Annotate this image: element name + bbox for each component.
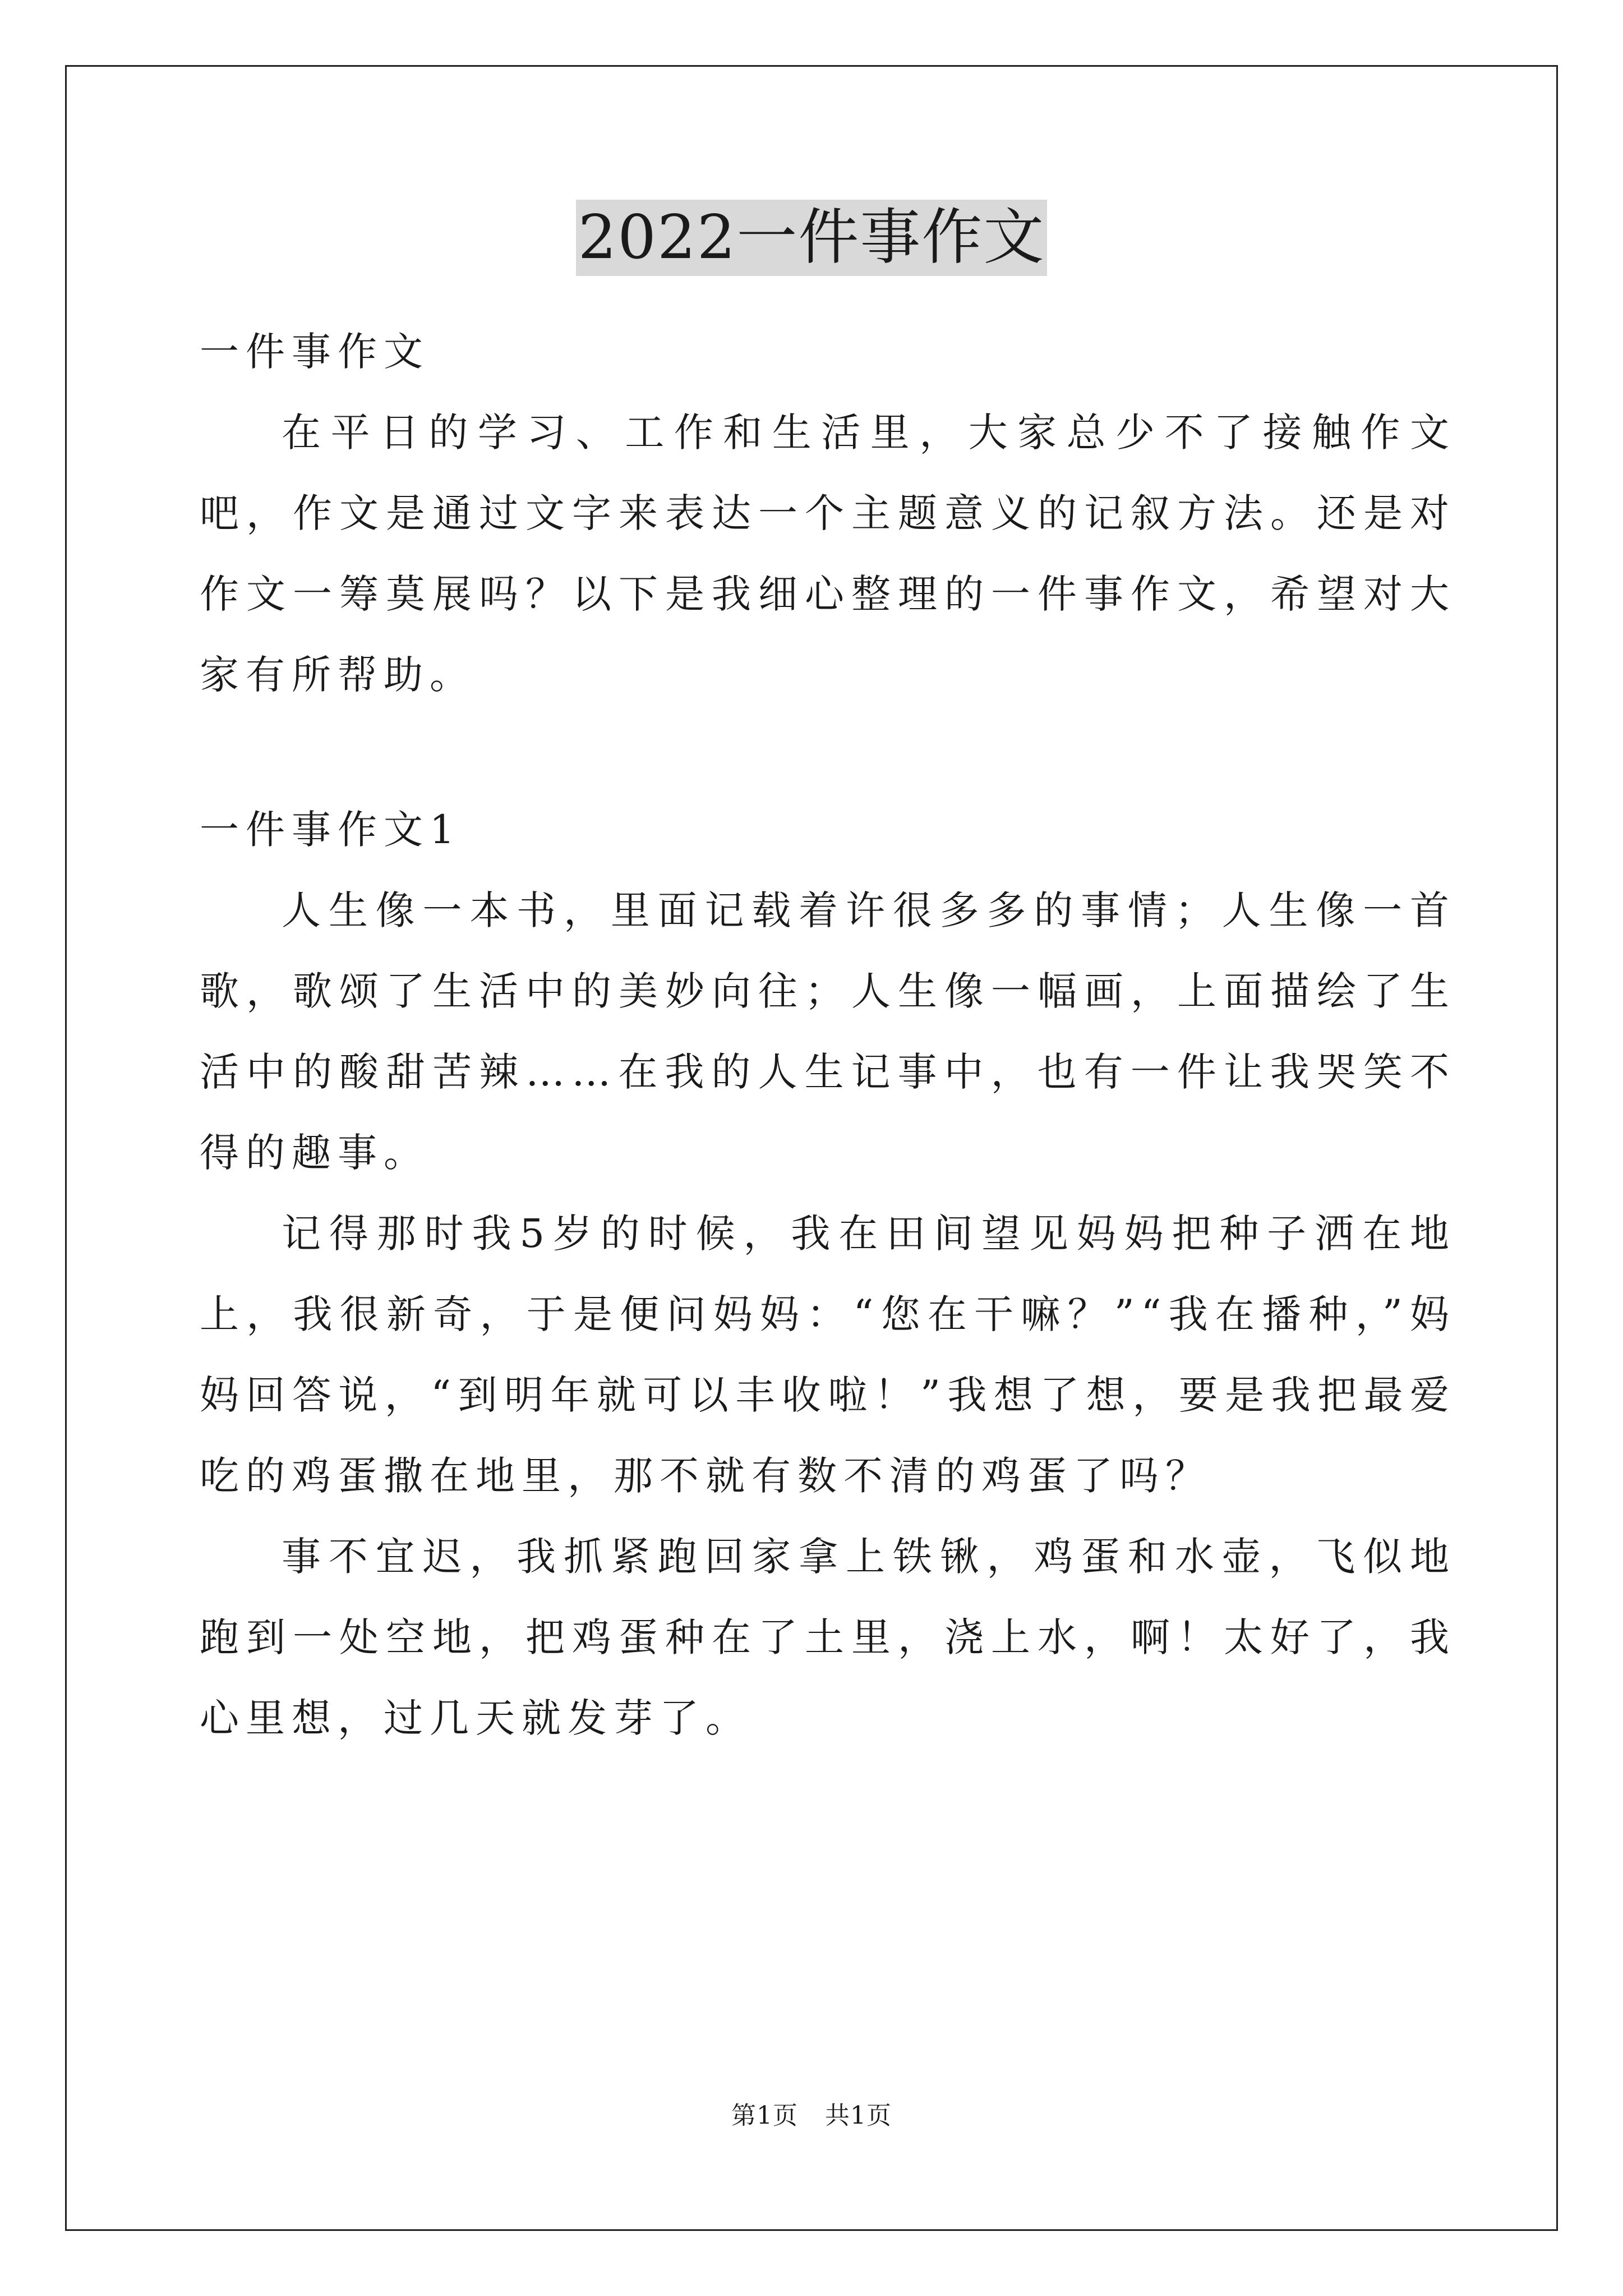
body-paragraph: 人生像一本书，里面记载着许很多多的事情；人生像一首歌，歌颂了生活中的美妙向往；人生像一幅画，上面描绘了生活中的酸甜苦辣……在我的人生记事中，也有一件让我哭笑不得的趣事。 (200, 887, 1456, 1176)
body-paragraph: 事不宜迟，我抓紧跑回家拿上铁锹，鸡蛋和水壶，飞似地跑到一处空地，把鸡蛋种在了土里，浇上水，啊！太好了，我心里想，过几天就发芽了。 (200, 1534, 1456, 1741)
title-container (0, 200, 1623, 276)
document-body (200, 311, 1456, 1759)
body-paragraph: 记得那时我5岁的时候，我在田间望见妈妈把种子洒在地上，我很新奇，于是便问妈妈：“您在干嘛？”“我在播种，”妈妈回答说，“到明年就可以丰收啦！”我想了想，要是我把最爱吃的鸡蛋撒在地里，那不就有数不清的鸡蛋了吗？ (200, 1211, 1456, 1499)
intro-heading: 一件事作文 (200, 329, 430, 375)
intro-paragraph: 在平日的学习、工作和生活里，大家总少不了接触作文吧，作文是通过文字来表达一个主题意义的记叙方法。还是对作文一筹莫展吗？以下是我细心整理的一件事作文，希望对大家有所帮助。 (200, 409, 1456, 698)
page-number-total: 共1页 (825, 2101, 892, 2130)
page-footer (0, 2099, 1623, 2133)
page-number-current: 第1页 (731, 2101, 798, 2130)
section-heading: 一件事作文1 (200, 807, 462, 853)
document-title: 2022一件事作文 (576, 200, 1048, 276)
